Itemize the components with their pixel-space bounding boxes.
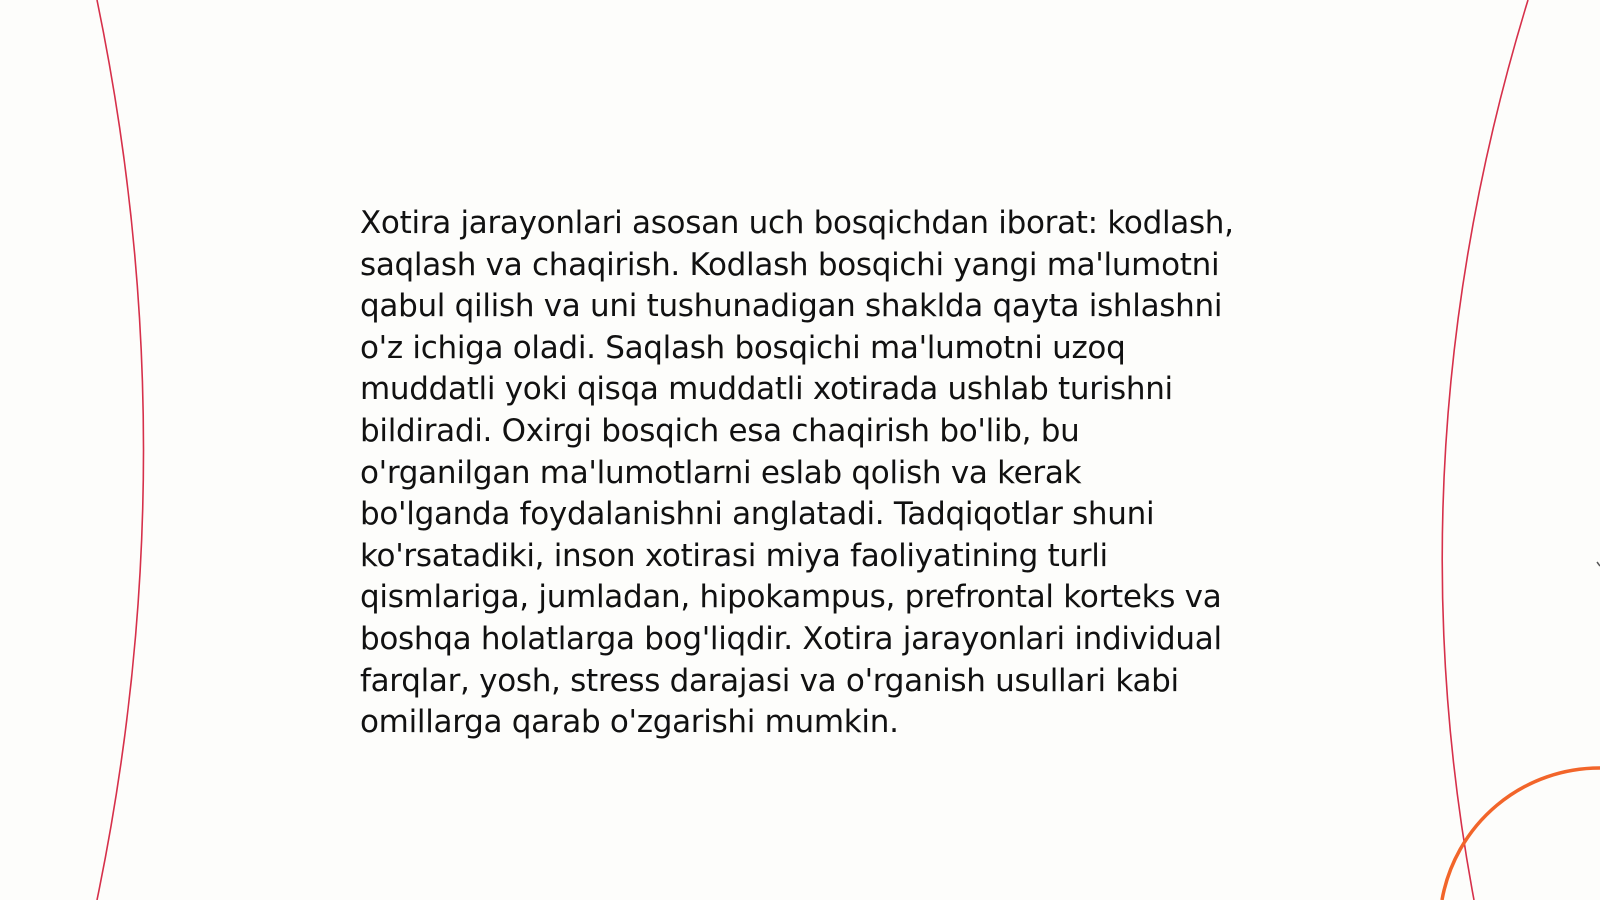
right-curve-line [1442,0,1528,900]
body-paragraph: Xotira jarayonlari asosan uch bosqichdan iborat: kodlash, saqlash va chaqirish. Kodlash bosqichi yangi ma'lumotni qabul qilish va uni tushunadigan shaklda qayta ishlashni o'z ichiga oladi. Saqlash bosqichi ma'lumotni uzoq muddatli yoki qisqa muddatli xotirada ushlab turishni bildiradi. Oxirgi bosqich esa chaqirish bo'lib, bu o'rganilgan ma'lumotlarni eslab qolish va kerak bo'lganda foydalanishni anglatadi. Tadqiqotlar shuni ko'rsatadiki, inson xotirasi miya faoliyatining turli qismlariga, jumladan, hipokampus, prefrontal korteks va boshqa holatlarga bog'liqdir. Xotira jarayonlari individual farqlar, yosh, stress darajasi va o'rganish usullari kabi omillarga qarab o'zgarishi mumkin. [360,205,1234,741]
orange-accent-arc [1442,768,1600,900]
left-curve-line [97,0,144,900]
